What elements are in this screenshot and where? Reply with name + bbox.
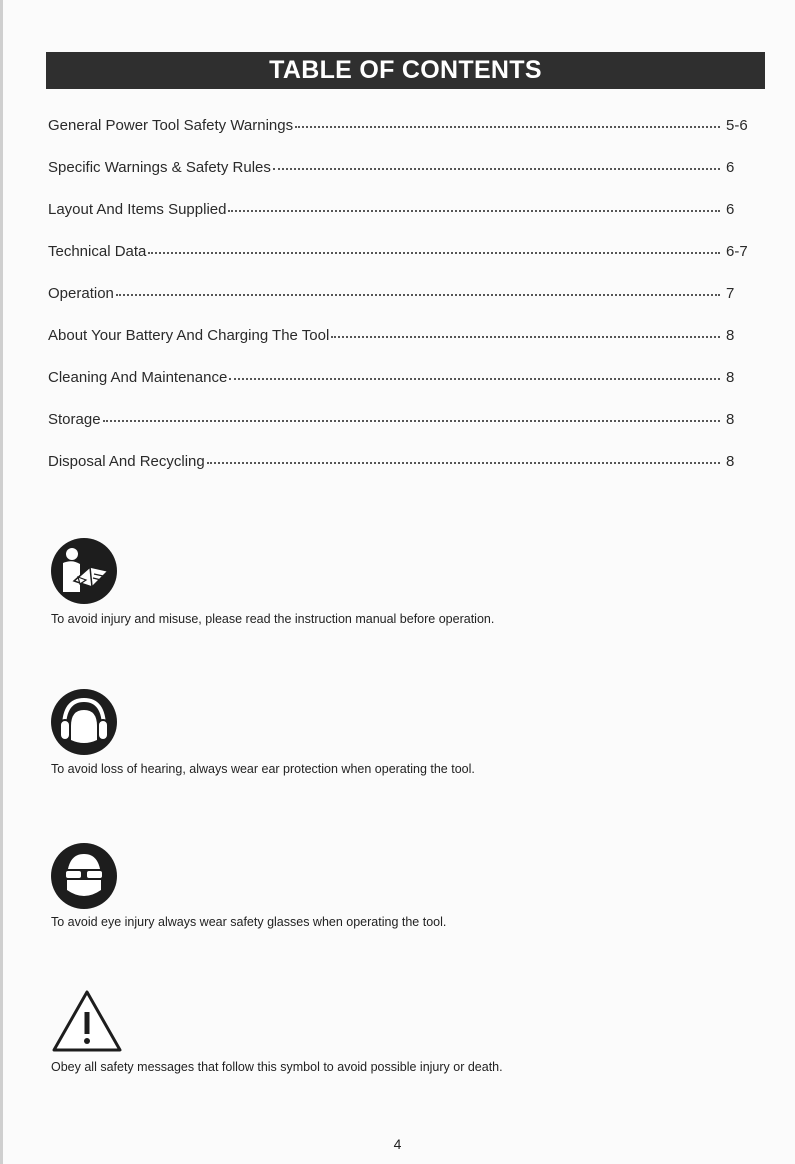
table-of-contents bbox=[48, 116, 756, 494]
toc-row bbox=[48, 116, 756, 158]
page-title: TABLE OF CONTENTS bbox=[269, 56, 542, 84]
toc-entry-page: 7 bbox=[726, 285, 735, 302]
toc-entry-title: About Your Battery And Charging The Tool bbox=[48, 327, 330, 344]
toc-entry-page: 8 bbox=[726, 453, 735, 470]
toc-row bbox=[48, 368, 756, 410]
toc-leader-dots bbox=[103, 408, 720, 422]
toc-entry-page: 8 bbox=[726, 327, 735, 344]
toc-entry-title: Disposal And Recycling bbox=[48, 453, 205, 470]
toc-leader-dots bbox=[273, 156, 720, 170]
toc-entry-page: 5-6 bbox=[726, 117, 748, 134]
toc-entry-page: 6-7 bbox=[726, 243, 748, 260]
toc-entry-title: Storage bbox=[48, 411, 101, 428]
read-manual-icon bbox=[50, 537, 118, 605]
toc-row bbox=[48, 410, 756, 452]
read-manual-caption: To avoid injury and misuse, please read the instruction manual before operation. bbox=[51, 612, 495, 626]
toc-entry-title: Layout And Items Supplied bbox=[48, 201, 227, 218]
toc-entry-title: Cleaning And Maintenance bbox=[48, 369, 228, 386]
toc-entry-title: Operation bbox=[48, 285, 114, 302]
ear-protection-caption: To avoid loss of hearing, always wear ear protection when operating the tool. bbox=[51, 762, 475, 776]
toc-leader-dots bbox=[207, 450, 720, 464]
toc-row bbox=[48, 200, 756, 242]
safety-glasses-icon bbox=[50, 842, 118, 910]
page-number: 4 bbox=[393, 1136, 402, 1152]
toc-leader-dots bbox=[116, 282, 720, 296]
toc-leader-dots bbox=[295, 114, 720, 128]
toc-row bbox=[48, 326, 756, 368]
warning-triangle-icon bbox=[50, 988, 124, 1054]
toc-entry-title: Specific Warnings & Safety Rules bbox=[48, 159, 271, 176]
toc-row bbox=[48, 284, 756, 326]
toc-leader-dots bbox=[229, 366, 720, 380]
toc-row bbox=[48, 242, 756, 284]
ear-protection-icon bbox=[50, 688, 118, 756]
toc-row bbox=[48, 158, 756, 200]
page-edge bbox=[0, 0, 3, 1164]
toc-entry-page: 6 bbox=[726, 201, 735, 218]
header-bar bbox=[46, 52, 765, 89]
toc-entry-page: 8 bbox=[726, 369, 735, 386]
warning-caption: Obey all safety messages that follow this symbol to avoid possible injury or death. bbox=[51, 1060, 503, 1074]
toc-entry-page: 8 bbox=[726, 411, 735, 428]
toc-entry-title: General Power Tool Safety Warnings bbox=[48, 117, 294, 134]
toc-entry-title: Technical Data bbox=[48, 243, 147, 260]
toc-entry-page: 6 bbox=[726, 159, 735, 176]
toc-leader-dots bbox=[148, 240, 720, 254]
toc-row bbox=[48, 452, 756, 494]
safety-glasses-caption: To avoid eye injury always wear safety glasses when operating the tool. bbox=[51, 915, 447, 929]
toc-leader-dots bbox=[331, 324, 720, 338]
toc-leader-dots bbox=[228, 198, 720, 212]
